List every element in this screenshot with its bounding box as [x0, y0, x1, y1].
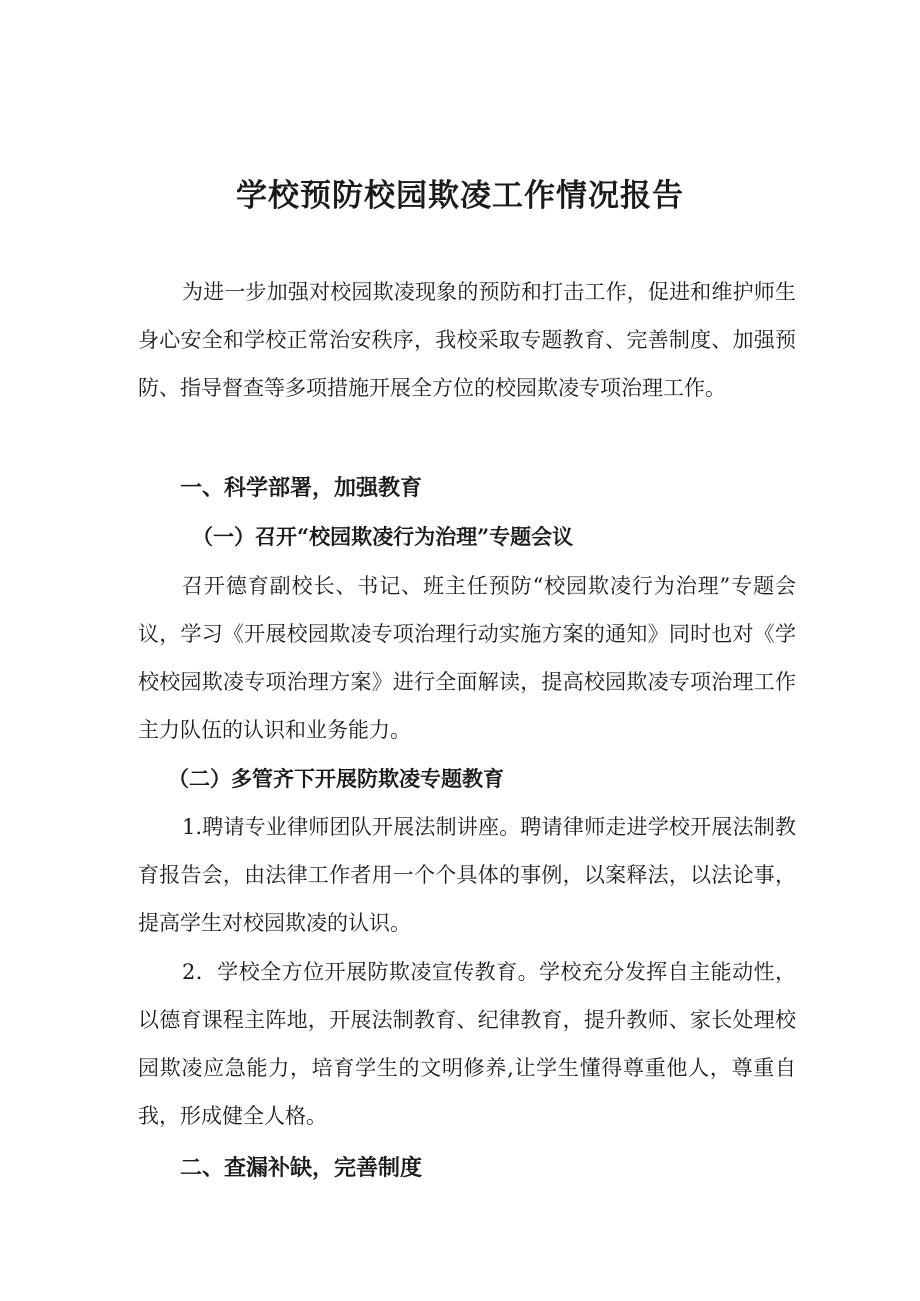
subsection-2-heading: （二）多管齐下开展防欺凌专题教育	[168, 766, 504, 791]
subsection-2-item-1: 1.聘请专业律师团队开展法制讲座。聘请律师走进学校开展法制教育报告会，由法律工作者用一个个具体的事例，以案释法，以法论事，提高学生对校园欺凌的认识。	[138, 815, 796, 935]
subsection-2-item-2: 2．学校全方位开展防欺凌宣传教育。学校充分发挥自主能动性，以德育课程主阵地，开展法制教育、纪律教育，提升教师、家长处理校园欺凌应急能力，培育学生的文明修养,让学生懂得尊重他人，尊重自我，形成健全人格。	[138, 960, 796, 1128]
intro-paragraph: 为进一步加强对校园欺凌现象的预防和打击工作，促进和维护师生身心安全和学校正常治安秩序，我校采取专题教育、完善制度、加强预防、指导督查等多项措施开展全方位的校园欺凌专项治理工作。	[138, 280, 796, 400]
subsection-1-body: 召开德育副校长、书记、班主任预防“校园欺凌行为治理”专题会议，学习《开展校园欺凌专项治理行动实施方案的通知》同时也对《学校校园欺凌专项治理方案》进行全面解读，提高校园欺凌专项治理工作主力队伍的认识和业务能力。	[138, 574, 796, 742]
section-1-heading: 一、科学部署，加强教育	[180, 476, 423, 501]
section-2-heading: 二、查漏补缺，完善制度	[180, 1156, 423, 1181]
document-title: 学校预防校园欺凌工作情况报告	[236, 178, 684, 214]
subsection-1-heading: （一）召开“校园欺凌行为治理”专题会议	[192, 524, 574, 549]
